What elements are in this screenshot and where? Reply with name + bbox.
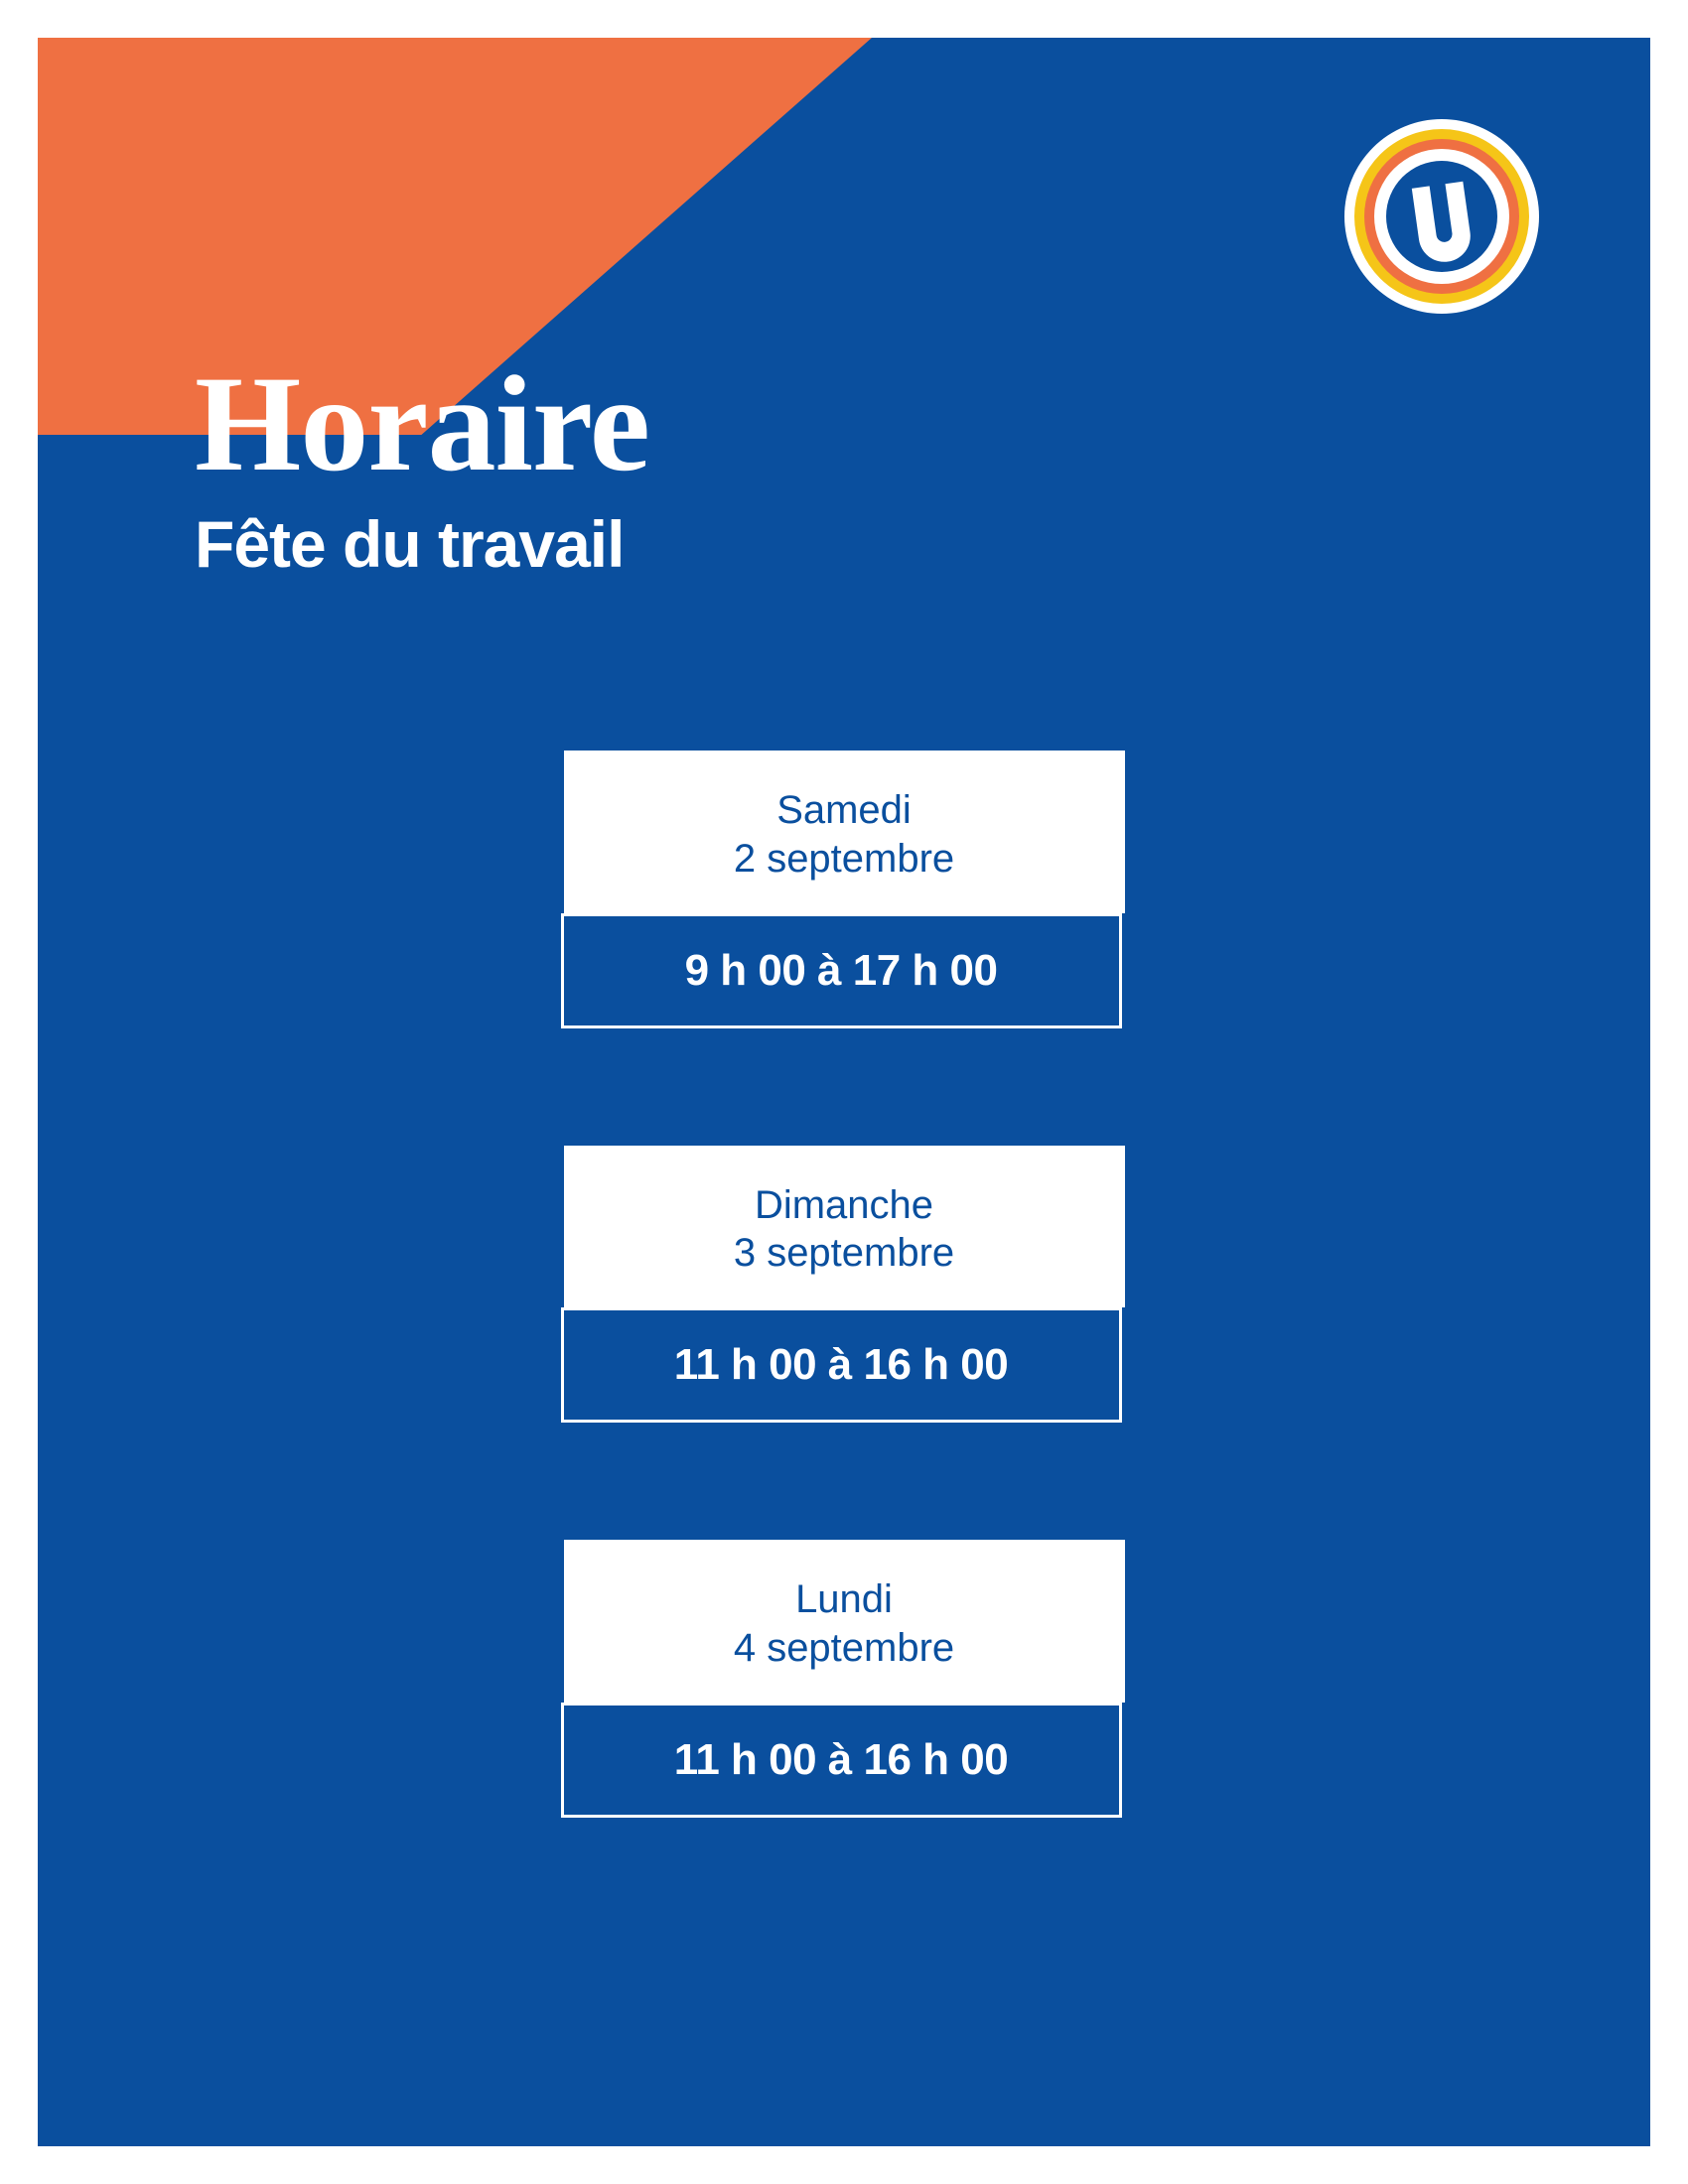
schedule-card <box>564 751 1125 1028</box>
page-subtitle: Fête du travail <box>195 507 625 581</box>
page-title: Horaire <box>195 347 649 499</box>
schedule-card-header <box>564 1146 1125 1308</box>
schedule-card <box>564 1146 1125 1424</box>
schedule-day: Lundi <box>795 1577 893 1622</box>
schedule-hours: 9 h 00 à 17 h 00 <box>561 913 1122 1028</box>
u-circle-logo <box>1342 117 1541 316</box>
title-block <box>195 347 1088 581</box>
schedule-card-header <box>564 751 1125 913</box>
schedule-card <box>564 1540 1125 1818</box>
schedule-day: Samedi <box>776 788 912 832</box>
schedule-list <box>38 751 1650 1818</box>
schedule-hours: 11 h 00 à 16 h 00 <box>561 1703 1122 1818</box>
schedule-date: 4 septembre <box>733 1625 955 1670</box>
schedule-date: 2 septembre <box>733 836 955 881</box>
schedule-card-header <box>564 1540 1125 1703</box>
schedule-poster <box>38 38 1650 2146</box>
schedule-hours: 11 h 00 à 16 h 00 <box>561 1307 1122 1423</box>
schedule-date: 3 septembre <box>733 1231 955 1276</box>
schedule-day: Dimanche <box>754 1182 934 1227</box>
